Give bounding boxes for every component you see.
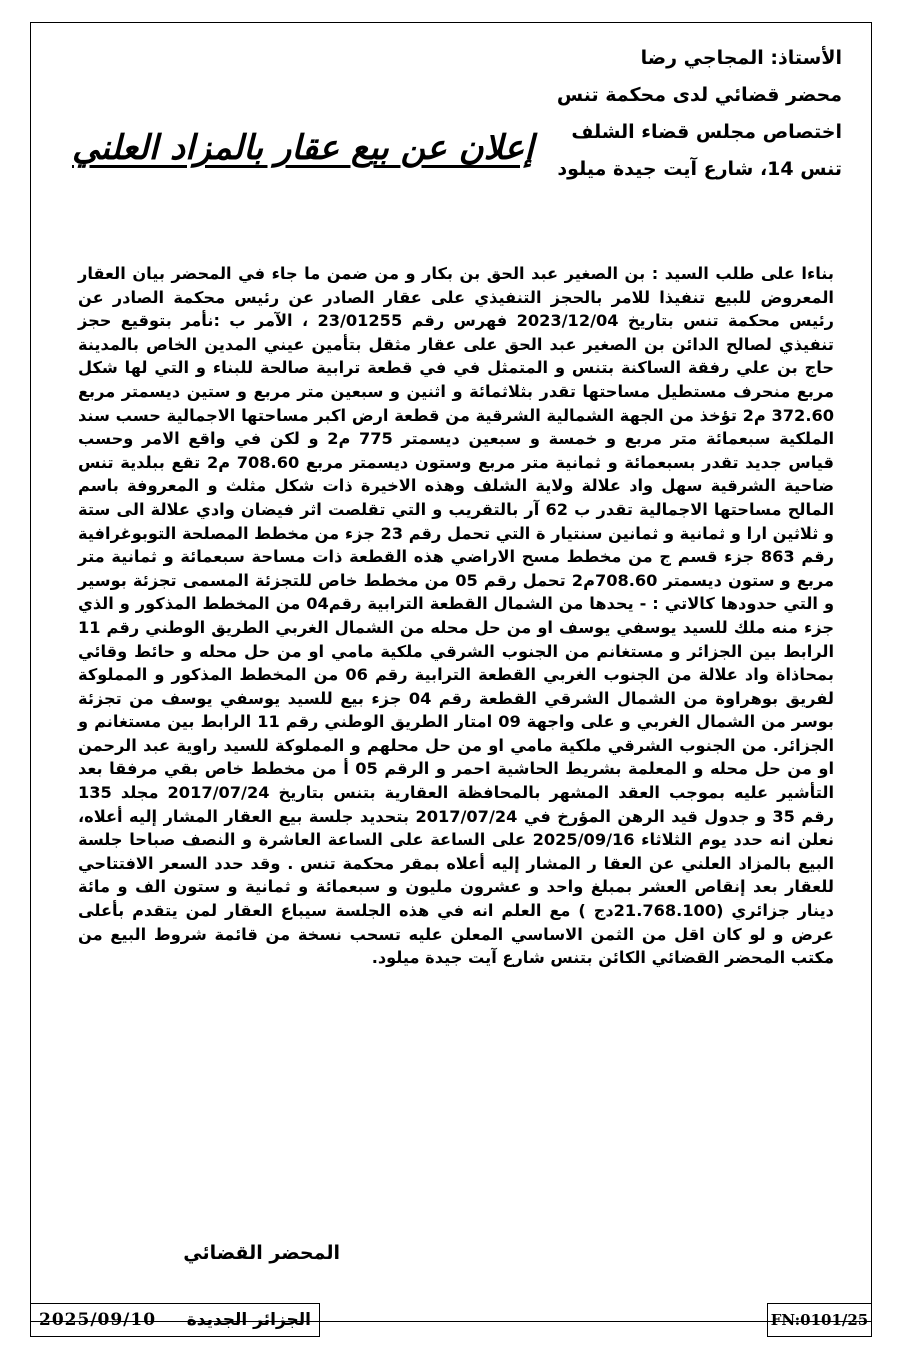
notice-title: إعلان عن بيع عقار بالمزاد العلني: [72, 128, 534, 168]
signature: المحضر القضائي: [183, 1242, 340, 1264]
bailiff-jurisdiction: اختصاص مجلس قضاء الشلف: [571, 121, 842, 143]
publication-box: [30, 1303, 320, 1337]
publication-date: 2025/09/10: [39, 1310, 157, 1330]
notice-body: بناءا على طلب السيد : بن الصغير عبد الحق بن بكار و من ضمن ما جاء في المحضر بيان العقار المعروض للبيع تنفيذا للامر بالحجز التنفيذي على عقار الصادر عن رئيس محكمة الصادر عن رئيس محكمة تنس بتاريخ 2023/12/04 فهرس رقم 23/01255 ، الآمر ب :نأمر بتوقيع حجز تنفيذي لصالح الدائن بن الصغير عبد الحق على عقار مثقل بتأمين عيني المدين الخاص بالمدينة حاج بن علي رفقة الساكنة بتنس و المتمثل في في قطعة ترابية صالحة للبناء و التي لها شكل مربع منحرف مستطيل مساحتها تقدر بثلاثمائة و اثنين و سبعين متر مربع و ستين ديسمتر مربع 372.60 م2 تؤخذ من الجهة الشمالية الشرقية من قطعة ارض اكبر مساحتها الاجمالية حسب سند الملكية سبعمائة متر مربع و خمسة و سبعين ديسمتر 775 م2 و لكن في واقع الامر وحسب قياس جديد تقدر بسبعمائة و ثمانية متر مربع وستون ديسمتر مربع 708.60 م2 تقع ببلدية تنس ضاحية الشرقية سهل واد علالة ولاية الشلف وهذه الاخيرة ذات شكل مثلث و المعروفة باسم المالح مساحتها الاجمالية تقدر ب 62 آر بالتقريب و التي تقلصت اثر فيضان وادي علالة الى ستة و ثلاثين ارا و ثمانية و ثمانين سنتيار ة التي تحمل رقم 23 جزء من مخطط المصلحة التوبوغرافية رقم 863 جزء قسم ج من مخطط مسح الاراضي هذه القطعة ذات مساحة سبعمائة و ثمانية متر مربع و ستون ديسمتر 708.60م2 تحمل رقم 05 من مخطط خاص للتجزئة المسمى تجزئة بوسير و التي حدودها كالاتي : - يحدها من الشمال القطعة الترابية رقم04 من المخطط المذكور و الذي جزء منه ملك للسيد يوسفي يوسف او من حل محله من الشمال الغربي الطريق الوطني رقم 11 الرابط بين الجزائر و مستغانم من الجنوب الشرقي ملكية مامي او من حل محله و حائط وقائي بمحاذاة واد علالة من الجنوب الغربي القطعة الترابية رقم 06 من المخطط المذكور و المملوكة لفريق بوهراوة من الشمال الشرقي القطعة رقم 04 جزء بيع للسيد يوسفي يوسف من تجزئة بوسر من الشمال الغربي و على واجهة 09 امتار الطريق الوطني رقم 11 الرابط بين مستغانم و الجزائر. من الجنوب الشرقي ملكية مامي او من حل محلهم و المملوكة للسيد راوية عبد الرحمن او من حل محله و المعلمة بشريط الحاشية احمر و الرقم 05 أ من مخطط خاص بقي مرفقا بعد التأشير عليه بموجب العقد المشهر بالمحافظة العقارية بتنس بتاريخ 2017/07/24 مجلد 135 رقم 35 و جدول قيد الرهن المؤرخ في 2017/07/24 بتحديد جلسة بيع العقار المشار إليه أعلاه، نعلن انه حدد يوم الثلاثاء 2025/09/16 على الساعة على الساعة العاشرة و النصف صباحا جلسة البيع بالمزاد العلني عن العقا ر المشار إليه أعلاه بمقر محكمة تنس . وقد حدد السعر الافتتاحي للعقار بعد إنقاص العشر بمبلغ واحد و عشرون مليون و سبعمائة و ثمانية و ستون الف و مائة دينار جزائري (21.768.100دج ) مع العلم انه في هذه الجلسة سيباع العقار لمن يتقدم بأعلى عرض و لو كان اقل من الثمن الاساسي المعلن عليه تسحب نسخة من قائمة شروط البيع من مكتب المحضر القضائي الكائن بتنس شارع آيت جيدة ميلود.: [78, 264, 835, 968]
newspaper-name: الجزائر الجديدة: [186, 1310, 311, 1330]
bailiff-header: [542, 40, 842, 188]
reference-box: [767, 1303, 872, 1337]
bailiff-title: محضر قضائي لدى محكمة تنس: [556, 84, 842, 106]
bailiff-name: الأستاذ: المجاجي رضا: [640, 47, 842, 69]
bailiff-address: تنس 14، شارع آيت جيدة ميلود: [557, 158, 842, 180]
reference-number: FN:0101/25: [770, 1311, 869, 1329]
